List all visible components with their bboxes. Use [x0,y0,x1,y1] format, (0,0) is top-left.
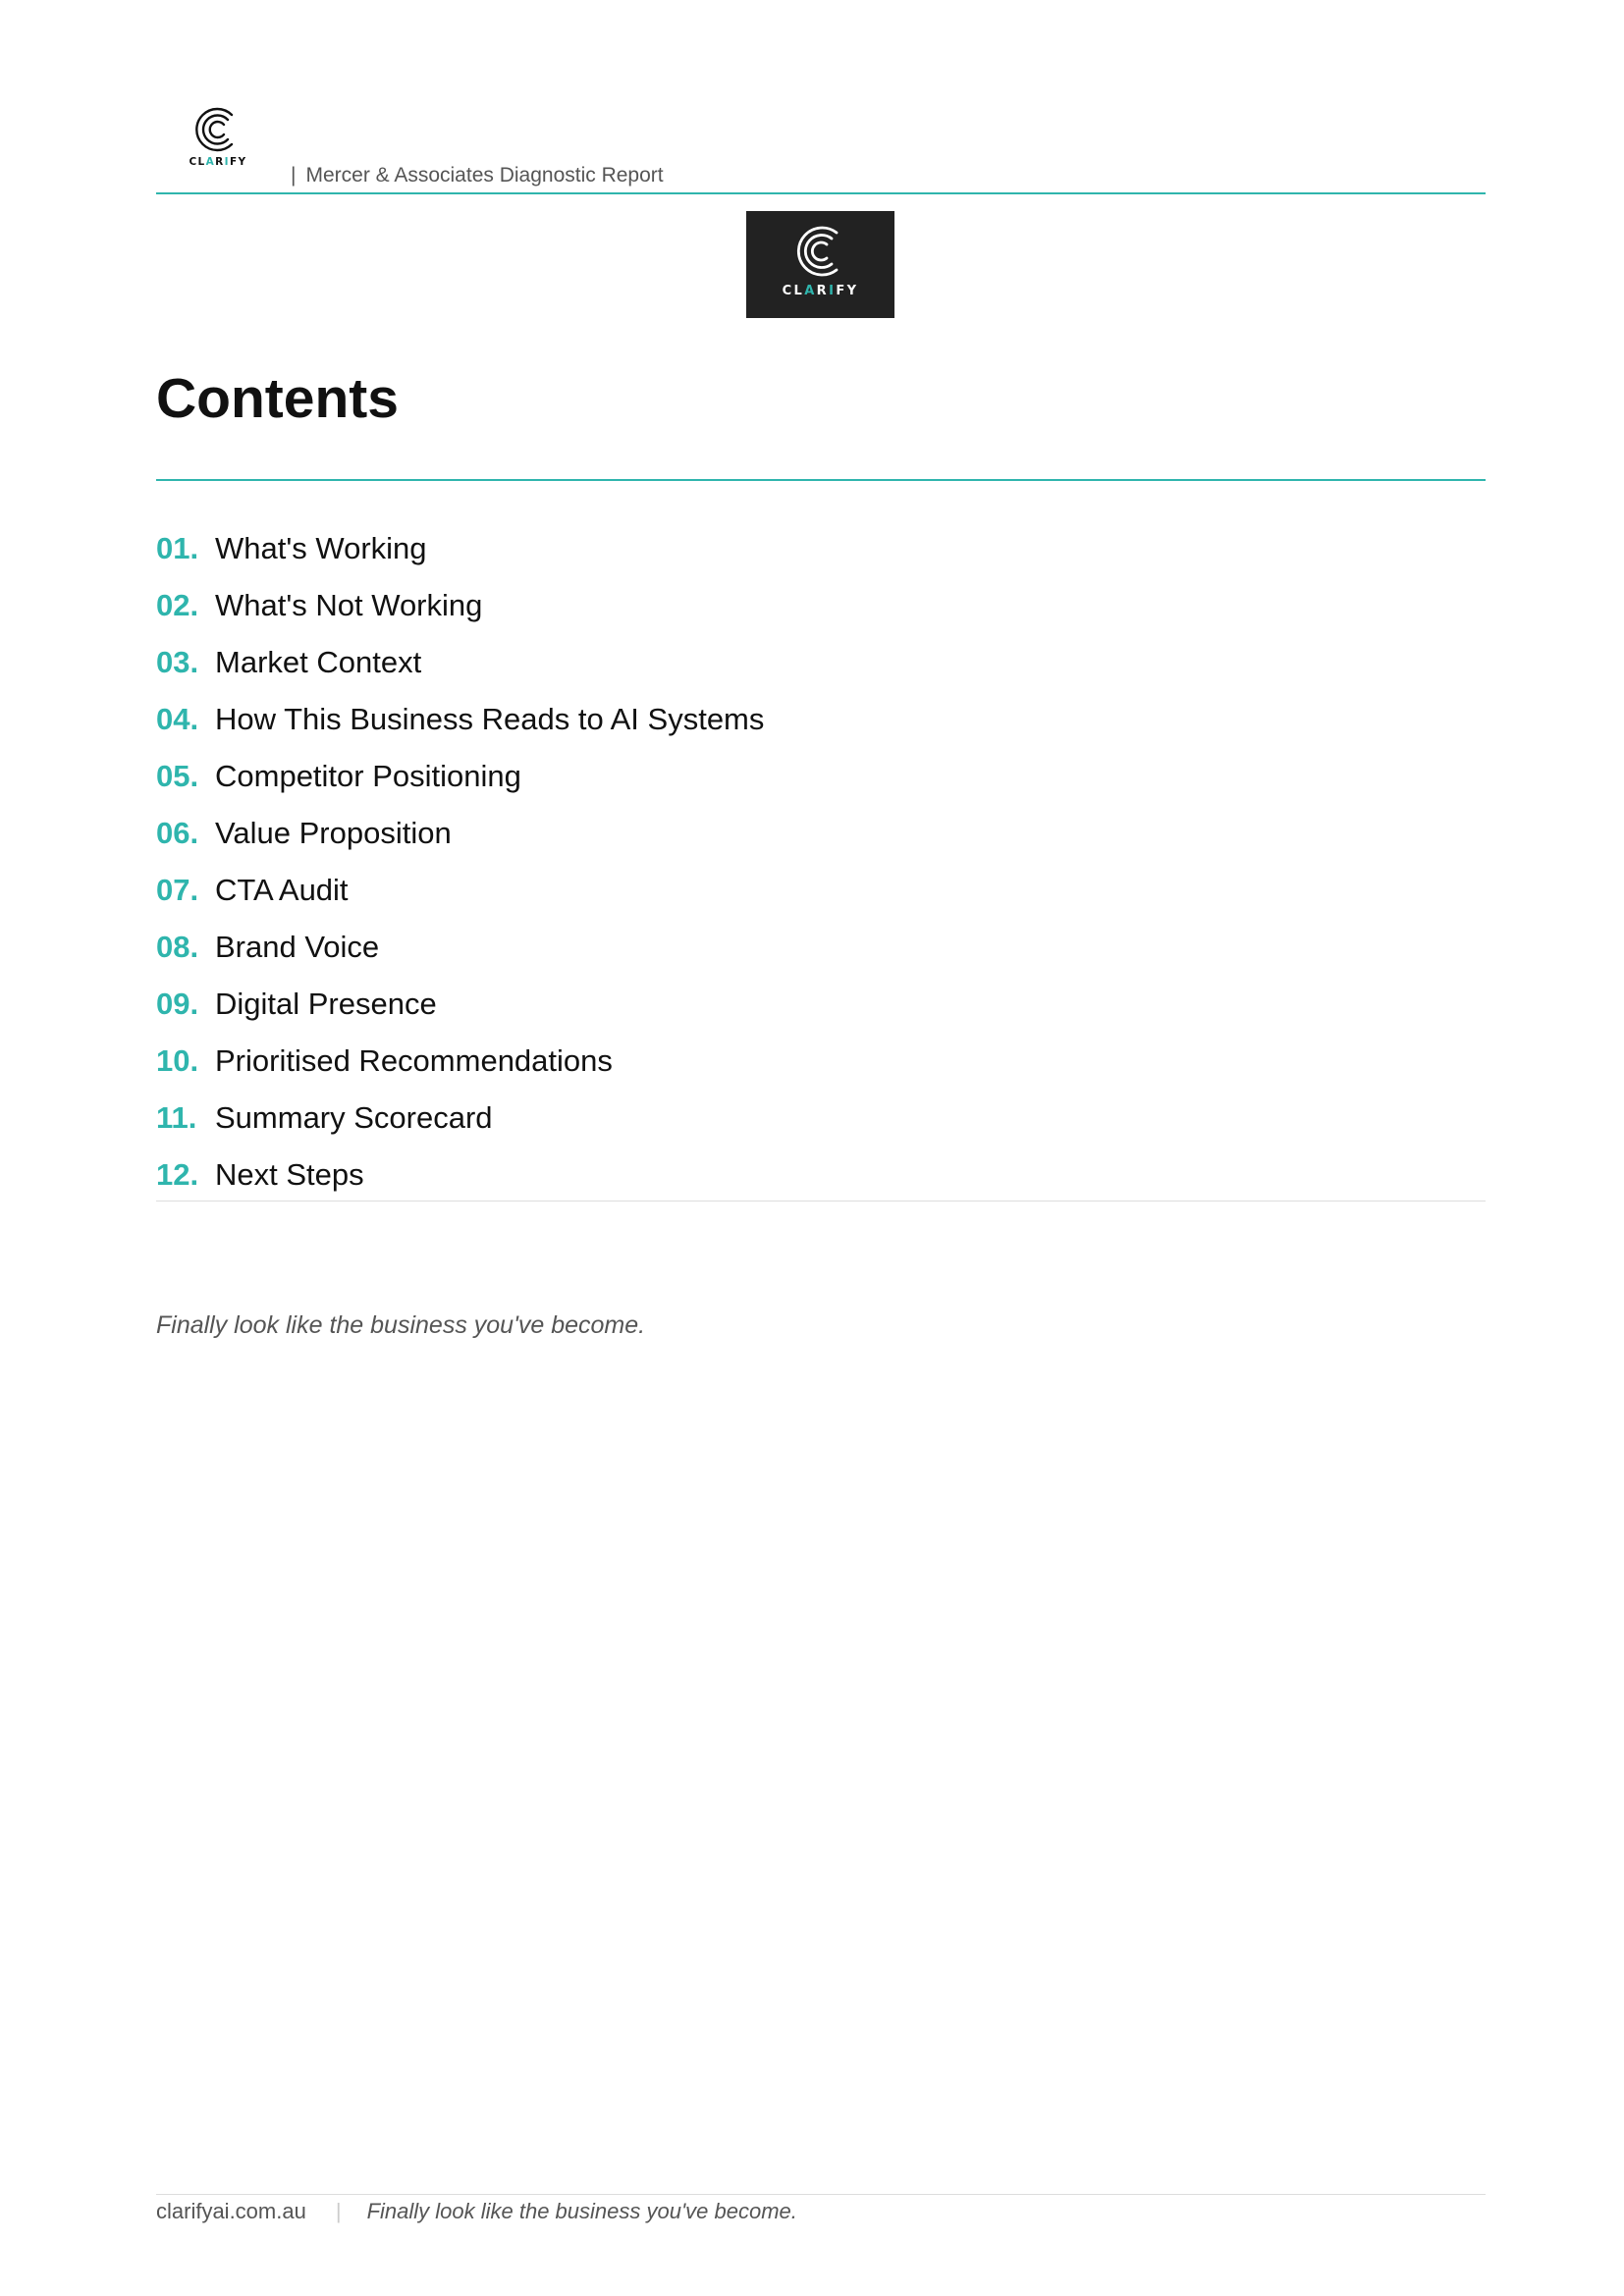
footer-website-link[interactable]: clarifyai.com.au [156,2199,306,2223]
toc-item[interactable] [156,644,1486,701]
toc-item[interactable] [156,929,1486,986]
toc-label[interactable]: How This Business Reads to AI Systems [215,702,765,736]
toc-number: 01. [156,531,199,565]
toc-item[interactable] [156,1099,1486,1156]
toc-label[interactable]: What's Working [215,531,427,565]
toc-label[interactable]: Market Context [215,645,422,679]
toc-item[interactable] [156,1156,1486,1213]
toc-number: 02. [156,588,199,622]
footer-tagline: Finally look like the business you've become. [366,2199,797,2223]
header-logo [187,103,249,172]
table-of-contents [156,530,1486,1213]
toc-label[interactable]: Competitor Positioning [215,759,521,793]
center-logo [746,211,894,318]
toc-item[interactable] [156,815,1486,872]
toc-label[interactable]: What's Not Working [215,588,483,622]
toc-item[interactable] [156,872,1486,929]
toc-item[interactable] [156,1042,1486,1099]
toc-number: 07. [156,873,199,907]
toc-number: 03. [156,645,199,679]
toc-number: 05. [156,759,199,793]
footer [156,2199,797,2224]
toc-item[interactable] [156,530,1486,587]
page-title: Contents [156,367,399,430]
toc-number: 12. [156,1157,199,1192]
header-divider [156,192,1486,194]
clarify-logo-dark-icon [791,222,850,281]
toc-label[interactable]: Brand Voice [215,930,380,964]
toc-number: 11. [156,1100,197,1135]
toc-label[interactable]: Prioritised Recommendations [215,1043,613,1078]
footer-separator: | [335,2199,342,2223]
header-separator: | [291,164,297,187]
title-divider [156,479,1486,481]
tagline: Finally look like the business you've become. [156,1311,646,1339]
toc-label[interactable]: Value Proposition [215,816,452,850]
report-title: Mercer & Associates Diagnostic Report [305,164,664,187]
toc-label[interactable]: Summary Scorecard [215,1100,493,1135]
toc-label[interactable]: Digital Presence [215,987,437,1021]
toc-number: 06. [156,816,199,850]
toc-item[interactable] [156,986,1486,1042]
toc-number: 04. [156,702,199,736]
toc-number: 09. [156,987,199,1021]
toc-number: 10. [156,1043,199,1078]
clarify-logo-icon [187,103,249,156]
center-logo-wordmark: CLARIFY [782,284,859,298]
header-report-title [291,164,664,187]
toc-item[interactable] [156,758,1486,815]
toc-item[interactable] [156,587,1486,644]
toc-number: 08. [156,930,199,964]
toc-item[interactable] [156,701,1486,758]
footer-divider [156,2194,1486,2195]
toc-label[interactable]: Next Steps [215,1157,364,1192]
header-logo-wordmark: CLARIFY [189,156,247,168]
toc-label[interactable]: CTA Audit [215,873,349,907]
